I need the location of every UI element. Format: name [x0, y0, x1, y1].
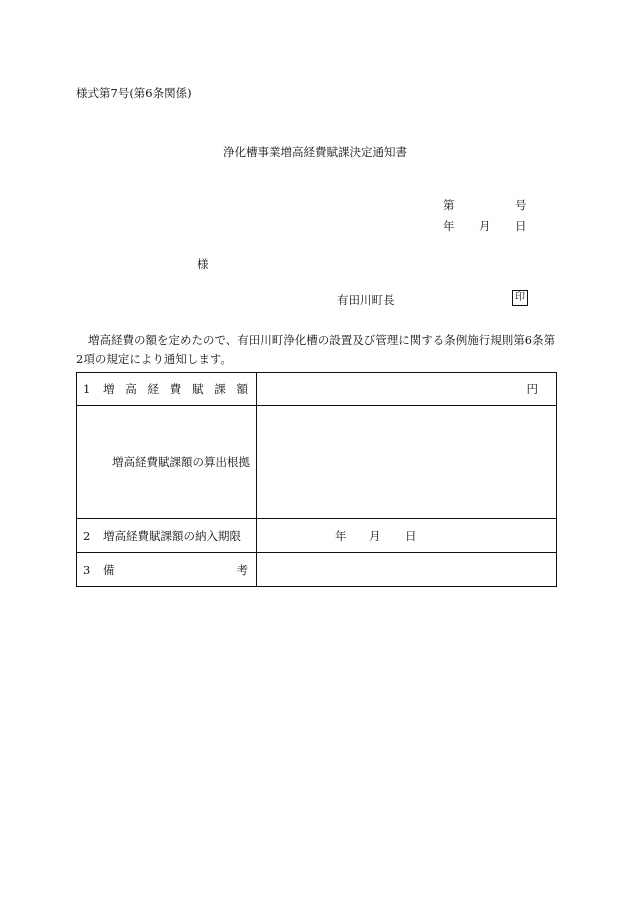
issue-date-year: 年 — [443, 219, 455, 233]
recipient-honorific: 様 — [197, 257, 209, 271]
row-number: 2 — [83, 528, 91, 543]
label-char: 備 — [103, 562, 115, 577]
label-char: 高 — [125, 382, 137, 396]
issue-date-month: 月 — [479, 219, 491, 233]
table-row-calculation-basis — [77, 406, 557, 519]
reference-number-suffix: 号 — [515, 198, 527, 212]
row-number: 3 — [83, 562, 91, 577]
payment-deadline-label: 増高経費賦課額の納入期限 — [103, 528, 241, 543]
assessment-amount-label-cell — [77, 373, 257, 406]
issuer-name: 有田川町長 — [337, 293, 395, 307]
document-title: 浄化槽事業増高経費賦課決定通知書 — [223, 145, 407, 159]
label-char: 額 — [236, 382, 248, 396]
form-number-label: 様式第7号(第6条関係) — [76, 86, 192, 100]
payment-deadline-label-cell — [77, 519, 257, 553]
table-row-remarks — [77, 553, 557, 587]
label-char: 増 — [103, 382, 115, 396]
remarks-value-cell — [257, 553, 557, 587]
table-row-assessment-amount — [77, 373, 557, 406]
table-row-payment-deadline — [77, 519, 557, 553]
remarks-label — [103, 562, 250, 578]
currency-unit-yen: 円 — [526, 382, 538, 396]
label-char: 費 — [169, 382, 182, 396]
label-char: 賦 — [192, 382, 204, 396]
reference-number-prefix: 第 — [443, 198, 455, 212]
row-number: 1 — [83, 382, 91, 396]
remarks-label-cell — [77, 553, 257, 587]
label-char: 課 — [214, 382, 226, 396]
label-char: 考 — [236, 562, 248, 577]
notice-body-text: 増高経費の額を定めたので、有田川町浄化槽の設置及び管理に関する条例施行規則第6条第2項の規定により通知します。 — [76, 333, 556, 366]
issue-date-day: 日 — [515, 219, 527, 233]
deadline-year: 年 — [335, 529, 347, 543]
calculation-basis-label: 増高経費賦課額の算出根拠 — [112, 455, 250, 469]
assessment-amount-label — [103, 381, 250, 397]
deadline-month: 月 — [369, 529, 381, 543]
seal-mark: 印 — [512, 290, 528, 306]
calculation-basis-value-cell — [257, 406, 557, 519]
assessment-table — [76, 372, 557, 587]
payment-deadline-value-cell — [257, 519, 557, 553]
calculation-basis-label-cell — [77, 406, 257, 519]
label-char: 経 — [147, 382, 159, 396]
deadline-day: 日 — [405, 529, 417, 543]
assessment-amount-value-cell — [257, 373, 557, 406]
